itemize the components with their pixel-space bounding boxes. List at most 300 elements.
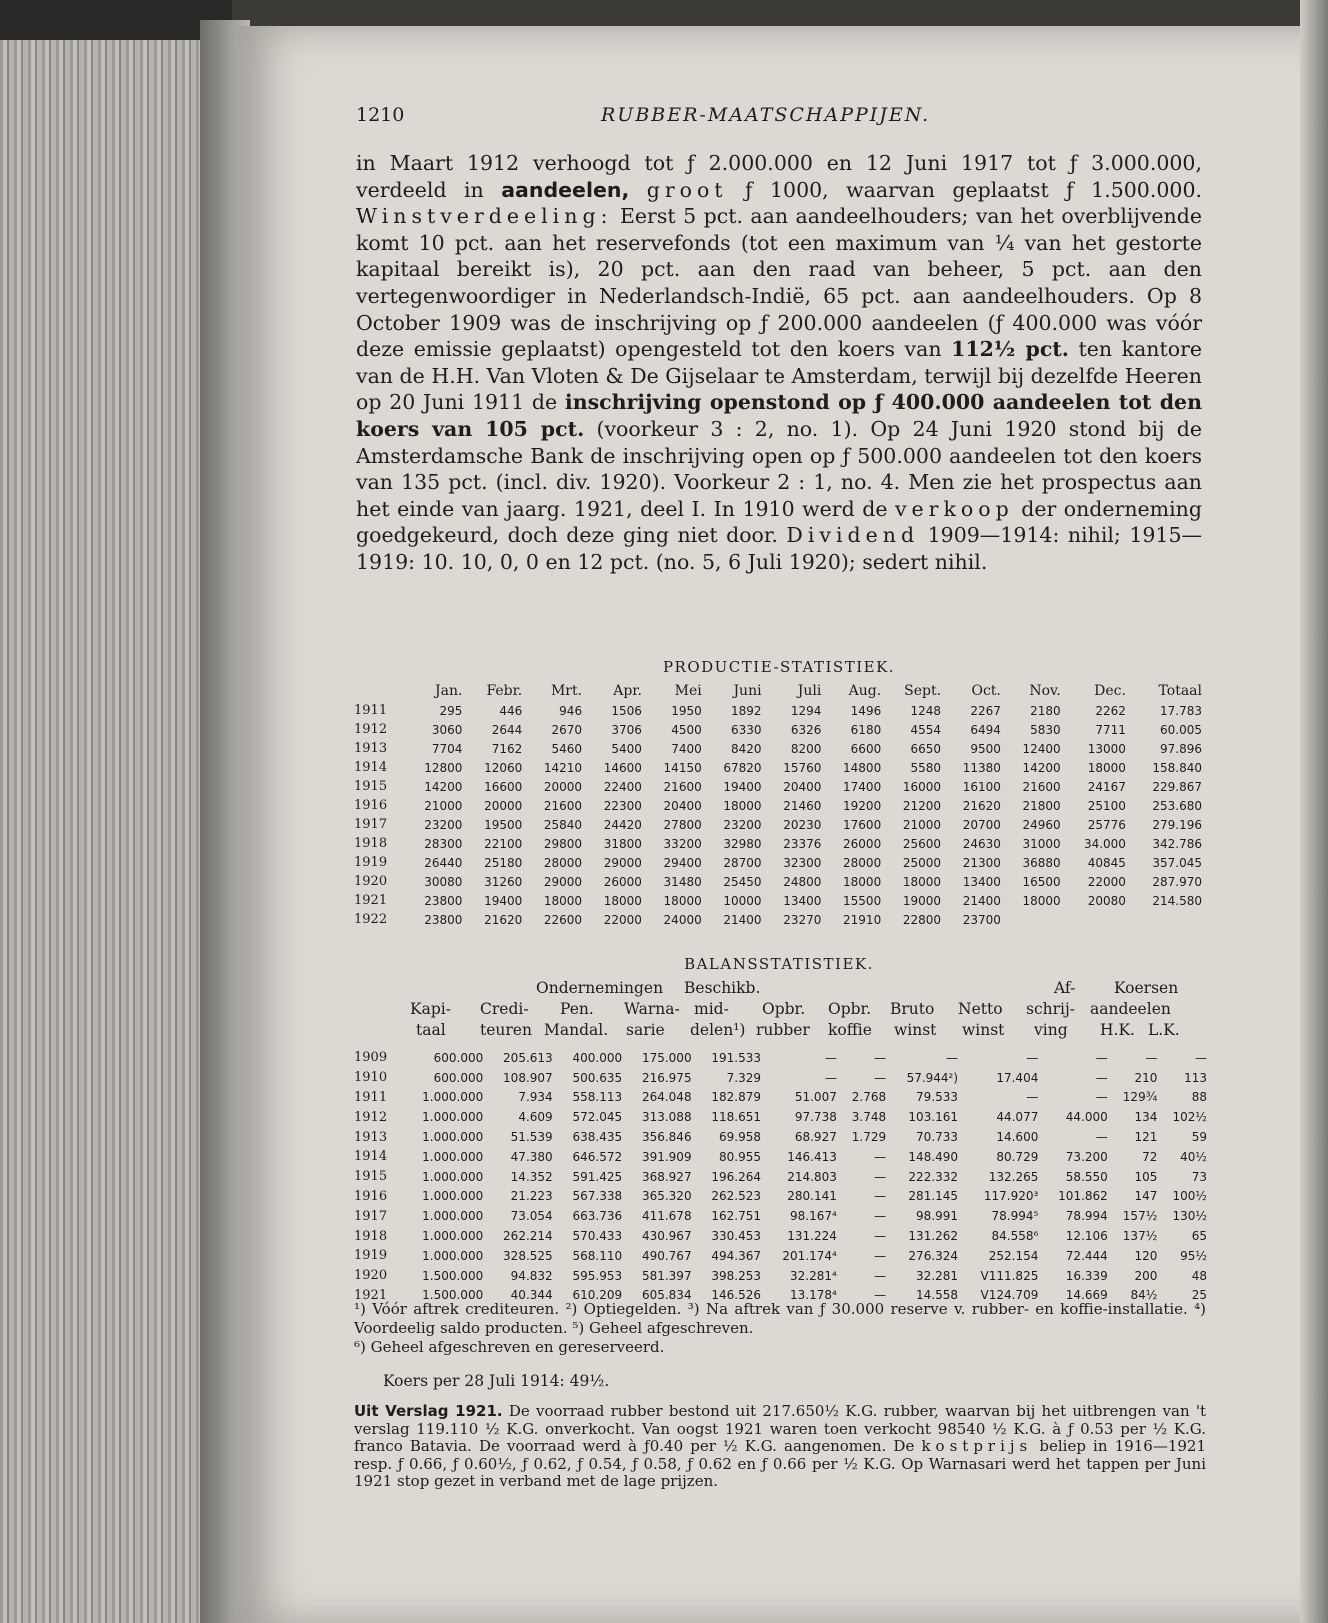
production-cell: 31480 (663, 874, 702, 889)
production-cell: 26000 (603, 874, 642, 889)
balance-cell: 137½ (1122, 1229, 1158, 1244)
production-col-header: Apr. (613, 683, 642, 699)
balance-cell: 84½ (1130, 1288, 1158, 1303)
col-head-pen: Pen. (560, 1000, 594, 1018)
production-header-row (354, 682, 1206, 701)
balance-cell: — (874, 1070, 887, 1085)
production-year: 1922 (354, 912, 388, 927)
production-cell: 25840 (543, 817, 583, 832)
production-cell: 60.005 (1160, 722, 1202, 737)
col-head-beschikb: Beschikb. (684, 979, 761, 997)
balance-header (354, 978, 1210, 1046)
production-col-header: Febr. (486, 683, 523, 699)
production-col-header: Mrt. (550, 683, 583, 699)
balance-cell: — (874, 1050, 887, 1065)
balance-cell: V111.825 (980, 1268, 1039, 1283)
text-run-spaced: verkoop (894, 496, 1014, 521)
production-cell: 24000 (663, 912, 702, 927)
production-cell: 36880 (1022, 855, 1061, 870)
book-page-stack (0, 0, 232, 1623)
col-head-rubber: rubber (756, 1021, 810, 1039)
balance-cell: 605.834 (641, 1288, 692, 1303)
balance-cell: 72 (1142, 1149, 1158, 1164)
production-cell: 24960 (1022, 817, 1061, 832)
production-cell: 5460 (551, 741, 583, 756)
production-cell: 21460 (783, 798, 822, 813)
balance-cell: 73.054 (510, 1209, 553, 1224)
production-cell: 21800 (1022, 798, 1061, 813)
production-cell: 20400 (783, 779, 822, 794)
production-cell: 20000 (484, 798, 523, 813)
production-cell: 28300 (424, 836, 463, 851)
balance-row (354, 1206, 1210, 1226)
balance-cell: 400.000 (572, 1050, 623, 1065)
balance-cell: 16.339 (1065, 1268, 1108, 1283)
balance-cell: 79.533 (916, 1090, 959, 1105)
production-cell: 97.896 (1160, 741, 1202, 756)
col-head-mandal: Mandal. (544, 1021, 609, 1039)
production-cell: 1950 (671, 703, 702, 718)
production-cell: 21000 (902, 817, 942, 832)
production-cell: 22000 (603, 912, 642, 927)
production-cell: 28700 (723, 855, 762, 870)
page-header (356, 104, 1136, 130)
production-col-header: Oct. (971, 683, 1001, 699)
balance-cell: 591.425 (572, 1169, 623, 1184)
balance-year: 1915 (354, 1169, 388, 1185)
production-year: 1913 (354, 741, 388, 756)
balance-row (354, 1147, 1210, 1167)
balance-cell: — (1095, 1050, 1108, 1065)
balance-cell: 14.669 (1065, 1288, 1108, 1303)
production-cell: 22000 (1087, 874, 1126, 889)
balance-row (354, 1068, 1210, 1088)
balance-cell: 108.907 (503, 1070, 553, 1085)
balance-cell: 216.975 (641, 1070, 692, 1085)
production-cell: 21600 (1022, 779, 1061, 794)
balance-cell: 1.000.000 (422, 1248, 484, 1263)
production-cell: 18000 (543, 893, 583, 908)
production-cell: 13400 (962, 874, 1001, 889)
production-row (354, 815, 1206, 834)
balance-cell: 1.729 (851, 1130, 887, 1145)
balance-cell: 57.944²) (906, 1070, 959, 1085)
balance-cell: 14.600 (996, 1130, 1039, 1145)
balance-year: 1909 (354, 1050, 388, 1066)
production-cell: 29800 (543, 836, 583, 851)
production-cell: 23800 (424, 912, 463, 927)
production-cell: 32300 (783, 855, 822, 870)
balance-cell: 78.994 (1065, 1209, 1108, 1224)
production-cell: 30080 (424, 874, 463, 889)
production-cell: 32980 (723, 836, 762, 851)
balance-row (354, 1226, 1210, 1246)
production-row (354, 853, 1206, 872)
balance-cell: 80.955 (719, 1149, 762, 1164)
balance-cell: 568.110 (572, 1248, 623, 1263)
footnote-line: ⁶) Geheel afgeschreven en gereserveerd. (354, 1338, 665, 1356)
production-cell: 24630 (962, 836, 1001, 851)
balance-cell: 570.433 (572, 1229, 623, 1244)
balance-cell: 12.106 (1065, 1229, 1108, 1244)
production-cell: 214.580 (1152, 893, 1202, 908)
balance-cell: 365.320 (641, 1189, 692, 1204)
text-run: der onderneming goedgekeurd, doch deze ging niet door. (356, 496, 1202, 548)
production-year: 1916 (354, 798, 388, 813)
production-col-header: Juli (797, 683, 822, 699)
text-run: (voorkeur 3 : 2, no. 1). Op 24 Juni 1920 stond bij de Amsterdamsche Bank de inschrijving open op ƒ 500.000 aandeelen tot den koers van 135 pct. (incl. div. 1920). Voorkeur 2 : 1, no. 4. Men zie het prospectus aan het einde van jaarg. 1921, deel I. In 1910 werd de (356, 416, 1202, 521)
balance-cell: 73.200 (1065, 1149, 1108, 1164)
production-cell: 23376 (783, 836, 822, 851)
balance-cell: 600.000 (433, 1070, 484, 1085)
production-col-header: Sept. (904, 683, 942, 699)
balance-cell: 14.352 (510, 1169, 553, 1184)
balance-cell: — (824, 1070, 837, 1085)
production-cell: 20080 (1087, 893, 1126, 908)
production-cell: 20230 (783, 817, 822, 832)
production-cell: 7400 (671, 741, 702, 756)
production-year: 1912 (354, 722, 388, 737)
balance-cell: — (1095, 1130, 1108, 1145)
production-cell: 23200 (424, 817, 463, 832)
production-cell: 287.970 (1152, 874, 1202, 889)
production-cell: 25776 (1087, 817, 1126, 832)
balance-cell: 97.738 (794, 1110, 837, 1125)
production-cell: 16000 (902, 779, 942, 794)
balance-cell: 73 (1191, 1169, 1207, 1184)
production-cell: 25600 (902, 836, 942, 851)
balance-cell: 175.000 (641, 1050, 692, 1065)
production-cell: 14210 (543, 760, 583, 775)
balance-cell: 222.332 (908, 1169, 959, 1184)
col-head-lk: L.K. (1148, 1021, 1180, 1039)
production-table (354, 682, 1206, 929)
balance-cell: 103.161 (908, 1110, 959, 1125)
balance-cell: — (874, 1288, 887, 1303)
balance-cell: 214.803 (787, 1169, 837, 1184)
production-cell: 21600 (543, 798, 583, 813)
production-cell: 229.867 (1152, 779, 1202, 794)
balance-cell: 191.533 (711, 1050, 762, 1065)
balance-cell: 47.380 (510, 1149, 553, 1164)
production-cell: 24420 (603, 817, 642, 832)
production-cell: 25450 (723, 874, 762, 889)
production-cell: 1294 (790, 703, 822, 718)
production-cell: 34.000 (1083, 836, 1126, 851)
production-cell: 342.786 (1152, 836, 1202, 851)
text-run-bold: 112½ pct. (951, 337, 1069, 362)
balance-table (354, 1048, 1210, 1305)
balance-row (354, 1048, 1210, 1068)
production-cell: 11380 (962, 760, 1001, 775)
balance-cell: 32.281⁴ (790, 1268, 837, 1283)
production-cell: 4500 (671, 722, 702, 737)
balance-cell: 201.174⁴ (782, 1248, 837, 1263)
balance-cell: 98.167⁴ (790, 1209, 837, 1224)
text-run-spaced: kostprijs (921, 1437, 1033, 1456)
balance-cell: 51.007 (794, 1090, 837, 1105)
production-cell: 22600 (543, 912, 583, 927)
balance-cell: — (874, 1169, 887, 1184)
production-cell: 1892 (731, 703, 762, 718)
production-cell: 12060 (484, 760, 523, 775)
balance-cell: 65 (1191, 1229, 1207, 1244)
balance-cell: 182.879 (711, 1090, 762, 1105)
production-row (354, 910, 1206, 929)
text-run-spaced: Winstverdeeling: (356, 204, 613, 229)
production-year: 1919 (354, 855, 388, 870)
col-head-hk: H.K. (1100, 1021, 1135, 1039)
production-cell: 4554 (910, 722, 942, 737)
balance-cell: 2.768 (851, 1090, 887, 1105)
production-row (354, 834, 1206, 853)
balance-body (354, 1048, 1210, 1305)
col-head-ondernemingen: Ondernemingen (536, 979, 664, 997)
balance-cell: 1.500.000 (422, 1268, 484, 1283)
text-run: ten kantore van de H.H. Van Vloten & De Gijselaar te Amsterdam, terwijl bij dezelfde Heeren op 20 Juni 1911 de (356, 337, 1202, 415)
balance-cell: — (1095, 1090, 1108, 1105)
production-row (354, 891, 1206, 910)
balance-cell: — (824, 1050, 837, 1065)
balance-cell: 430.967 (641, 1229, 692, 1244)
balance-cell: 1.000.000 (422, 1169, 484, 1184)
production-cell (1005, 910, 1065, 929)
balance-cell: — (1026, 1050, 1039, 1065)
balance-row (354, 1107, 1210, 1127)
text-run: De voorraad rubber bestond uit 217.650½ K.G. rubber, waarvan bij het uitbrengen van 't verslag 119.110 ½ K.G. onverkocht. Van oogst 1921 waren toen verkocht 98540 ½ K.G. à ƒ 0.53 per ½ K.G. franco Batavia. De voorraad werd à ƒ0.40 per ½ K.G. aangenomen. De (354, 1402, 1207, 1456)
balance-cell: 121 (1134, 1130, 1158, 1145)
col-head-schrij: schrij- (1026, 1000, 1076, 1018)
balance-cell: 51.539 (510, 1130, 553, 1145)
production-col-header: Nov. (1029, 683, 1061, 699)
production-cell: 3060 (431, 722, 463, 737)
col-head-delen: delen¹) (690, 1021, 746, 1039)
balance-year: 1920 (354, 1268, 388, 1284)
production-year: 1920 (354, 874, 388, 889)
balance-cell: 25 (1191, 1288, 1207, 1303)
production-cell: 1496 (850, 703, 882, 718)
balance-year: 1916 (354, 1188, 388, 1204)
production-cell: 6650 (910, 741, 942, 756)
production-row (354, 758, 1206, 777)
production-cell: 23800 (424, 893, 463, 908)
balance-cell: 210 (1134, 1070, 1158, 1085)
description-paragraph (356, 150, 1202, 576)
production-row (354, 720, 1206, 739)
col-head-taal: taal (416, 1021, 446, 1039)
balance-cell: 262.523 (711, 1189, 762, 1204)
production-cell: 2644 (491, 722, 523, 737)
balance-cell: 69.958 (719, 1130, 762, 1145)
production-cell: 2180 (1030, 703, 1061, 718)
production-cell: 18000 (663, 893, 702, 908)
balance-row (354, 1167, 1210, 1187)
col-head-koersen: Koersen (1114, 979, 1179, 997)
balance-cell: 646.572 (572, 1149, 623, 1164)
text-run: Eerst 5 pct. aan aandeelhouders; van het overblijvende komt 10 pct. aan het reservefonds (tot een maximum van ¼ van het gestorte kapitaal bereikt is), 20 pct. aan den raad van beheer, 5 pct. aan den vertegenwoordiger in Nederlandsch-Indië, 65 pct. aan aandeelhouders. Op 8 October 1909 was de inschrijving op ƒ 200.000 aandeelen (ƒ 400.000 was vóór deze emissie geplaatst) opengesteld tot den koers van (356, 204, 1202, 362)
production-cell: 14200 (424, 779, 463, 794)
text-run-spaced: Dividend (786, 523, 920, 548)
production-col-header: Jan. (434, 683, 463, 699)
production-cell: 23200 (723, 817, 762, 832)
text-run: in Maart 1912 verhoogd tot ƒ 2.000.000 en 12 Juni 1917 tot ƒ 3.000.000, verdeeld in (356, 151, 1202, 202)
running-title: RUBBER-MAATSCHAPPIJEN. (601, 104, 931, 126)
balance-cell: 264.048 (641, 1090, 692, 1105)
balance-row (354, 1266, 1210, 1286)
balance-cell: — (874, 1209, 887, 1224)
balance-cell: 70.733 (916, 1130, 959, 1145)
balance-cell: 276.324 (908, 1248, 959, 1263)
balance-cell: 113 (1184, 1070, 1207, 1085)
text-run-bold: aandeelen, (501, 177, 630, 202)
production-cell: 13000 (1087, 741, 1126, 756)
production-cell: 14600 (603, 760, 642, 775)
balance-cell: 101.862 (1058, 1189, 1108, 1204)
balance-cell: 162.751 (711, 1209, 762, 1224)
col-head-koffie: koffie (828, 1021, 872, 1039)
col-head-opbr-rubber: Opbr. (762, 1000, 806, 1018)
production-cell: 20000 (543, 779, 583, 794)
balance-cell: 132.265 (988, 1169, 1039, 1184)
production-cell: 21200 (902, 798, 942, 813)
production-cell: 21400 (962, 893, 1001, 908)
production-cell: 19000 (902, 893, 942, 908)
balance-cell: 100½ (1172, 1189, 1207, 1204)
company-description (356, 150, 1202, 576)
production-cell: 25100 (1087, 798, 1126, 813)
production-col-header: Juni (733, 683, 762, 699)
production-cell: 19200 (843, 798, 882, 813)
col-head-teuren: teuren (480, 1021, 532, 1039)
production-cell: 18000 (1022, 893, 1061, 908)
production-cell: 22800 (902, 912, 942, 927)
production-cell: 21910 (843, 912, 882, 927)
production-cell: 33200 (663, 836, 702, 851)
balance-cell: 98.991 (916, 1209, 959, 1224)
production-cell: 946 (559, 703, 583, 718)
production-row (354, 777, 1206, 796)
balance-cell: 131.224 (787, 1229, 837, 1244)
text-run-spaced: groot (646, 177, 728, 202)
production-year: 1911 (354, 703, 388, 718)
col-head-credi: Credi- (480, 1000, 529, 1018)
production-row (354, 701, 1206, 720)
production-cell: 17400 (843, 779, 882, 794)
balance-cell: 3.748 (851, 1110, 887, 1125)
production-year: 1921 (354, 893, 388, 908)
footnotes (354, 1300, 1206, 1357)
production-cell: 28000 (543, 855, 583, 870)
production-cell: 7704 (431, 741, 463, 756)
col-head-bruto-winst: winst (894, 1021, 937, 1039)
balance-cell: 44.000 (1065, 1110, 1108, 1125)
balance-cell: 118.651 (711, 1110, 762, 1125)
balance-cell: 663.736 (572, 1209, 623, 1224)
balance-cell: 7.934 (518, 1090, 553, 1105)
balance-cell: 1.000.000 (422, 1209, 484, 1224)
balance-cell: 147 (1134, 1189, 1158, 1204)
production-col-header: Dec. (1094, 683, 1126, 699)
production-cell: 17600 (843, 817, 882, 832)
balance-cell: 1.000.000 (422, 1090, 484, 1105)
balance-year: 1914 (354, 1149, 388, 1165)
balance-cell: 78.994⁵ (991, 1209, 1039, 1224)
balance-cell: 14.558 (916, 1288, 959, 1303)
production-cell: 9500 (970, 741, 1001, 756)
production-cell: 21620 (962, 798, 1001, 813)
production-cell: 25000 (902, 855, 942, 870)
verslag-label: Uit Verslag 1921. (354, 1402, 503, 1420)
production-cell: 295 (439, 703, 463, 718)
production-cell: 15500 (843, 893, 882, 908)
balance-cell: 40½ (1180, 1149, 1207, 1164)
balance-cell: 600.000 (433, 1050, 484, 1065)
balance-cell: — (874, 1229, 887, 1244)
footnote-line: ¹) Vóór aftrek crediteuren. ²) Optiegelden. ³) Na aftrek van ƒ 30.000 reserve v. rubber- en koffie-installatie. ⁴) Voordeelig saldo producten. ⁵) Geheel afgeschreven. (354, 1300, 1206, 1337)
koers-note: Koers per 28 Juli 1914: 49½. (383, 1372, 610, 1390)
balance-cell: 88 (1191, 1090, 1207, 1105)
production-cell: 19400 (723, 779, 762, 794)
balance-cell: 196.264 (711, 1169, 762, 1184)
production-cell: 15760 (783, 760, 822, 775)
balance-cell: 95½ (1180, 1248, 1207, 1263)
production-cell: 7711 (1095, 722, 1126, 737)
balance-cell: 494.367 (711, 1248, 762, 1263)
balance-cell: 48 (1191, 1268, 1207, 1283)
balance-cell: — (874, 1189, 887, 1204)
production-cell: 14800 (843, 760, 882, 775)
balance-cell: 131.262 (908, 1229, 959, 1244)
balance-cell: 94.832 (510, 1268, 553, 1283)
production-cell: 23270 (783, 912, 822, 927)
production-row (354, 872, 1206, 891)
production-cell: 1248 (910, 703, 942, 718)
production-cell: 158.840 (1152, 760, 1202, 775)
production-cell: 25180 (484, 855, 523, 870)
text-run: 1909—1914: nihil; 1915—1919: 10. 10, 0, 0 en 12 pct. (no. 5, 6 Juli 1920); sedert nihil. (356, 523, 1202, 574)
production-cell: 279.196 (1152, 817, 1202, 832)
production-cell: 18000 (603, 893, 642, 908)
production-cell: 18000 (1087, 760, 1126, 775)
production-year: 1914 (354, 760, 388, 775)
balance-year: 1911 (354, 1089, 388, 1105)
balance-cell: 59 (1191, 1130, 1207, 1145)
balance-cell: 368.927 (641, 1169, 692, 1184)
col-head-sarie: sarie (626, 1021, 665, 1039)
col-head-af: Af- (1054, 979, 1076, 997)
production-cell: 40845 (1087, 855, 1126, 870)
balance-cell: 252.154 (988, 1248, 1039, 1263)
balance-cell: 280.141 (787, 1189, 837, 1204)
balance-cell: 40.344 (510, 1288, 553, 1303)
col-head-netto: Netto (958, 1000, 1003, 1018)
production-cell: 20400 (663, 798, 702, 813)
balance-year: 1918 (354, 1228, 388, 1244)
production-cell: 26000 (843, 836, 882, 851)
production-cell: 21000 (424, 798, 463, 813)
balance-cell: 17.404 (996, 1070, 1039, 1085)
production-cell: 31260 (484, 874, 523, 889)
balance-cell: 328.525 (503, 1248, 553, 1263)
text-run-bold: inschrijving openstond op ƒ 400.000 aandeelen tot den koers van 105 pct. (356, 390, 1202, 441)
production-cell: 22300 (603, 798, 642, 813)
production-cell: 12800 (424, 760, 463, 775)
balance-year: 1910 (354, 1070, 388, 1086)
production-cell: 29400 (663, 855, 702, 870)
production-cell: 22100 (484, 836, 523, 851)
balance-cell: 102½ (1172, 1110, 1207, 1125)
balance-cell: 105 (1134, 1169, 1158, 1184)
